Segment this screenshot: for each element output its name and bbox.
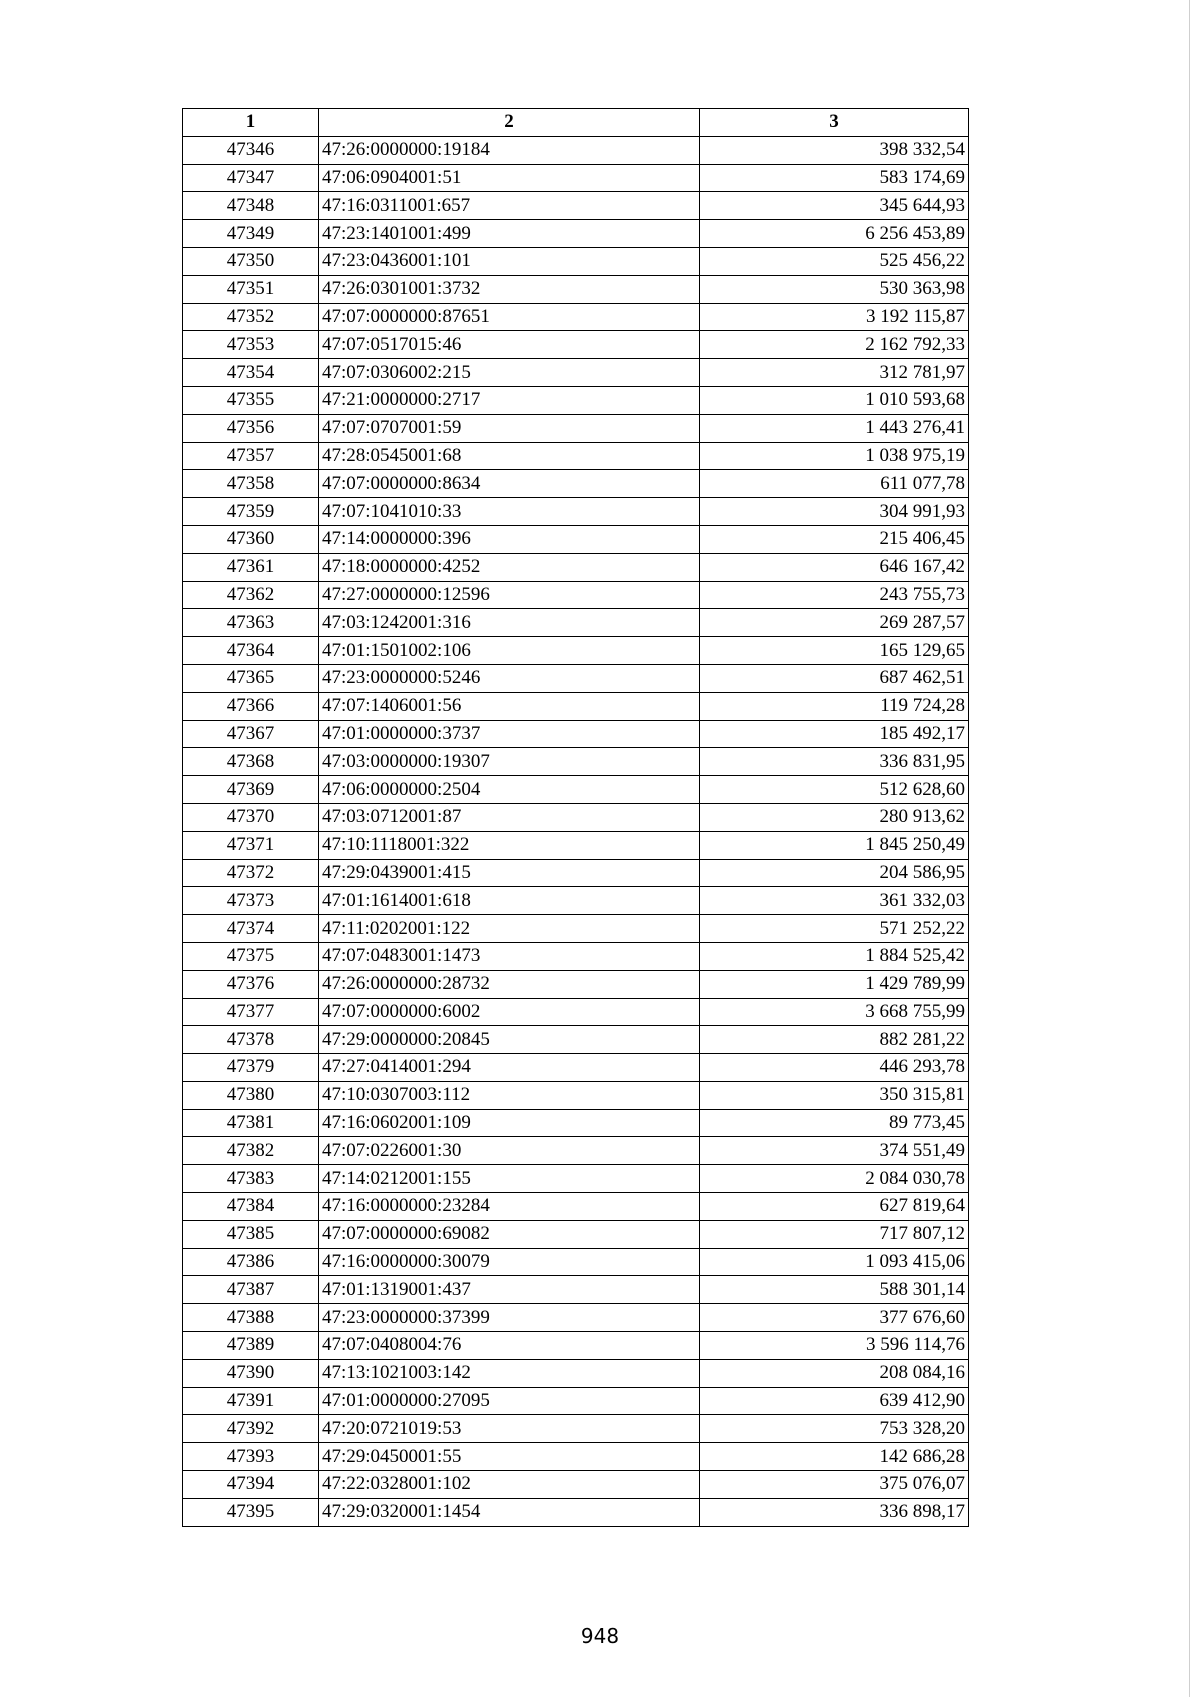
cadastral-number-cell: 47:07:0707001:59 [319,414,700,442]
table-row [183,1498,969,1526]
value-cell: 1 443 276,41 [700,414,969,442]
value-cell: 185 492,17 [700,720,969,748]
cadastral-number-cell: 47:26:0000000:19184 [319,136,700,164]
value-cell: 6 256 453,89 [700,220,969,248]
cadastral-number-cell: 47:29:0000000:20845 [319,1026,700,1054]
cadastral-number-cell: 47:07:0000000:8634 [319,470,700,498]
value-cell: 165 129,65 [700,637,969,665]
value-cell: 1 884 525,42 [700,942,969,970]
row-number-cell: 47366 [183,692,319,720]
table-row [183,331,969,359]
row-number-cell: 47393 [183,1443,319,1471]
table-row [183,1220,969,1248]
row-number-cell: 47384 [183,1193,319,1221]
value-cell: 583 174,69 [700,164,969,192]
table-row [183,1165,969,1193]
table-row [183,664,969,692]
row-number-cell: 47370 [183,803,319,831]
cadastral-number-cell: 47:11:0202001:122 [319,915,700,943]
value-cell: 646 167,42 [700,553,969,581]
cadastral-number-cell: 47:27:0000000:12596 [319,581,700,609]
table-row [183,359,969,387]
row-number-cell: 47377 [183,998,319,1026]
value-cell: 446 293,78 [700,1054,969,1082]
cadastral-number-cell: 47:23:0436001:101 [319,247,700,275]
cadastral-number-cell: 47:23:1401001:499 [319,220,700,248]
value-cell: 2 084 030,78 [700,1165,969,1193]
row-number-cell: 47380 [183,1081,319,1109]
cadastral-number-cell: 47:22:0328001:102 [319,1471,700,1499]
row-number-cell: 47346 [183,136,319,164]
value-cell: 375 076,07 [700,1471,969,1499]
value-cell: 312 781,97 [700,359,969,387]
row-number-cell: 47390 [183,1359,319,1387]
cadastral-number-cell: 47:16:0311001:657 [319,192,700,220]
table-row [183,942,969,970]
value-cell: 1 429 789,99 [700,970,969,998]
cadastral-number-cell: 47:29:0439001:415 [319,859,700,887]
table-row [183,581,969,609]
table-row [183,414,969,442]
value-cell: 336 831,95 [700,748,969,776]
value-cell: 89 773,45 [700,1109,969,1137]
row-number-cell: 47350 [183,247,319,275]
row-number-cell: 47360 [183,525,319,553]
value-cell: 2 162 792,33 [700,331,969,359]
cadastral-number-cell: 47:07:0408004:76 [319,1332,700,1360]
table-row [183,609,969,637]
value-cell: 611 077,78 [700,470,969,498]
cadastral-number-cell: 47:13:1021003:142 [319,1359,700,1387]
value-cell: 350 315,81 [700,1081,969,1109]
page-edge-line [1189,0,1190,1697]
cadastral-number-cell: 47:03:1242001:316 [319,609,700,637]
row-number-cell: 47391 [183,1387,319,1415]
row-number-cell: 47388 [183,1304,319,1332]
cadastral-number-cell: 47:10:0307003:112 [319,1081,700,1109]
column-header-2: 2 [319,109,700,137]
row-number-cell: 47389 [183,1332,319,1360]
table-row [183,498,969,526]
row-number-cell: 47349 [183,220,319,248]
row-number-cell: 47353 [183,331,319,359]
table-row [183,970,969,998]
data-table [182,108,969,1527]
value-cell: 374 551,49 [700,1137,969,1165]
cadastral-number-cell: 47:26:0000000:28732 [319,970,700,998]
value-cell: 243 755,73 [700,581,969,609]
value-cell: 345 644,93 [700,192,969,220]
value-cell: 398 332,54 [700,136,969,164]
row-number-cell: 47395 [183,1498,319,1526]
cadastral-number-cell: 47:07:0000000:6002 [319,998,700,1026]
value-cell: 377 676,60 [700,1304,969,1332]
cadastral-number-cell: 47:01:1319001:437 [319,1276,700,1304]
table-row [183,247,969,275]
table-row [183,1359,969,1387]
row-number-cell: 47359 [183,498,319,526]
value-cell: 571 252,22 [700,915,969,943]
table-row [183,776,969,804]
row-number-cell: 47372 [183,859,319,887]
table-row [183,553,969,581]
table-row [183,1387,969,1415]
cadastral-number-cell: 47:07:0000000:69082 [319,1220,700,1248]
row-number-cell: 47378 [183,1026,319,1054]
table-row [183,303,969,331]
value-cell: 215 406,45 [700,525,969,553]
table-row [183,1332,969,1360]
cadastral-number-cell: 47:07:1406001:56 [319,692,700,720]
page-number: 948 [580,1624,620,1648]
cadastral-number-cell: 47:16:0000000:23284 [319,1193,700,1221]
table-row [183,998,969,1026]
cadastral-number-cell: 47:06:0904001:51 [319,164,700,192]
column-header-3: 3 [700,109,969,137]
row-number-cell: 47387 [183,1276,319,1304]
row-number-cell: 47364 [183,637,319,665]
row-number-cell: 47381 [183,1109,319,1137]
table-row [183,470,969,498]
cadastral-number-cell: 47:03:0712001:87 [319,803,700,831]
value-cell: 336 898,17 [700,1498,969,1526]
cadastral-number-cell: 47:06:0000000:2504 [319,776,700,804]
cadastral-number-cell: 47:07:1041010:33 [319,498,700,526]
table-row [183,637,969,665]
row-number-cell: 47355 [183,386,319,414]
table-row [183,1248,969,1276]
value-cell: 1 845 250,49 [700,831,969,859]
cadastral-number-cell: 47:21:0000000:2717 [319,386,700,414]
row-number-cell: 47348 [183,192,319,220]
row-number-cell: 47369 [183,776,319,804]
value-cell: 280 913,62 [700,803,969,831]
cadastral-number-cell: 47:29:0450001:55 [319,1443,700,1471]
row-number-cell: 47375 [183,942,319,970]
cadastral-number-cell: 47:07:0483001:1473 [319,942,700,970]
row-number-cell: 47371 [183,831,319,859]
table-row [183,1415,969,1443]
row-number-cell: 47363 [183,609,319,637]
value-cell: 3 596 114,76 [700,1332,969,1360]
cadastral-number-cell: 47:16:0000000:30079 [319,1248,700,1276]
row-number-cell: 47376 [183,970,319,998]
table-row [183,748,969,776]
cadastral-number-cell: 47:14:0212001:155 [319,1165,700,1193]
cadastral-number-cell: 47:28:0545001:68 [319,442,700,470]
cadastral-number-cell: 47:27:0414001:294 [319,1054,700,1082]
cadastral-number-cell: 47:07:0226001:30 [319,1137,700,1165]
row-number-cell: 47357 [183,442,319,470]
cadastral-number-cell: 47:01:1501002:106 [319,637,700,665]
table-row [183,803,969,831]
column-header-1: 1 [183,109,319,137]
row-number-cell: 47394 [183,1471,319,1499]
table-row [183,859,969,887]
table-row [183,275,969,303]
table-row [183,1137,969,1165]
table-row [183,1276,969,1304]
table-row [183,136,969,164]
cadastral-number-cell: 47:18:0000000:4252 [319,553,700,581]
row-number-cell: 47383 [183,1165,319,1193]
table-row [183,525,969,553]
table-row [183,192,969,220]
row-number-cell: 47347 [183,164,319,192]
value-cell: 687 462,51 [700,664,969,692]
value-cell: 639 412,90 [700,1387,969,1415]
cadastral-number-cell: 47:01:1614001:618 [319,887,700,915]
row-number-cell: 47354 [183,359,319,387]
row-number-cell: 47356 [183,414,319,442]
value-cell: 142 686,28 [700,1443,969,1471]
row-number-cell: 47358 [183,470,319,498]
cadastral-number-cell: 47:20:0721019:53 [319,1415,700,1443]
value-cell: 627 819,64 [700,1193,969,1221]
table-row [183,1054,969,1082]
value-cell: 361 332,03 [700,887,969,915]
table-row [183,1081,969,1109]
table-row [183,1109,969,1137]
row-number-cell: 47368 [183,748,319,776]
value-cell: 204 586,95 [700,859,969,887]
row-number-cell: 47382 [183,1137,319,1165]
table-row [183,887,969,915]
value-cell: 530 363,98 [700,275,969,303]
table-header-row [183,109,969,137]
row-number-cell: 47392 [183,1415,319,1443]
value-cell: 525 456,22 [700,247,969,275]
value-cell: 304 991,93 [700,498,969,526]
table-row [183,831,969,859]
table-row [183,720,969,748]
row-number-cell: 47352 [183,303,319,331]
row-number-cell: 47379 [183,1054,319,1082]
value-cell: 1 010 593,68 [700,386,969,414]
value-cell: 1 038 975,19 [700,442,969,470]
table-row [183,442,969,470]
cadastral-number-cell: 47:07:0000000:87651 [319,303,700,331]
table-row [183,386,969,414]
cadastral-number-cell: 47:01:0000000:27095 [319,1387,700,1415]
cadastral-number-cell: 47:23:0000000:37399 [319,1304,700,1332]
row-number-cell: 47373 [183,887,319,915]
cadastral-number-cell: 47:01:0000000:3737 [319,720,700,748]
row-number-cell: 47374 [183,915,319,943]
table-body [183,136,969,1526]
value-cell: 512 628,60 [700,776,969,804]
table-row [183,692,969,720]
cadastral-number-cell: 47:07:0306002:215 [319,359,700,387]
row-number-cell: 47361 [183,553,319,581]
value-cell: 588 301,14 [700,1276,969,1304]
row-number-cell: 47367 [183,720,319,748]
row-number-cell: 47362 [183,581,319,609]
value-cell: 882 281,22 [700,1026,969,1054]
value-cell: 753 328,20 [700,1415,969,1443]
value-cell: 717 807,12 [700,1220,969,1248]
row-number-cell: 47365 [183,664,319,692]
table-row [183,220,969,248]
value-cell: 119 724,28 [700,692,969,720]
row-number-cell: 47385 [183,1220,319,1248]
table-row [183,1304,969,1332]
value-cell: 3 668 755,99 [700,998,969,1026]
cadastral-number-cell: 47:16:0602001:109 [319,1109,700,1137]
cadastral-number-cell: 47:14:0000000:396 [319,525,700,553]
table-row [183,1443,969,1471]
table-row [183,164,969,192]
value-cell: 269 287,57 [700,609,969,637]
row-number-cell: 47386 [183,1248,319,1276]
value-cell: 3 192 115,87 [700,303,969,331]
cadastral-number-cell: 47:07:0517015:46 [319,331,700,359]
table-row [183,1026,969,1054]
value-cell: 208 084,16 [700,1359,969,1387]
cadastral-number-cell: 47:29:0320001:1454 [319,1498,700,1526]
cadastral-number-cell: 47:03:0000000:19307 [319,748,700,776]
table-row [183,915,969,943]
row-number-cell: 47351 [183,275,319,303]
cadastral-number-cell: 47:26:0301001:3732 [319,275,700,303]
cadastral-number-cell: 47:10:1118001:322 [319,831,700,859]
table-row [183,1471,969,1499]
table-row [183,1193,969,1221]
cadastral-number-cell: 47:23:0000000:5246 [319,664,700,692]
value-cell: 1 093 415,06 [700,1248,969,1276]
